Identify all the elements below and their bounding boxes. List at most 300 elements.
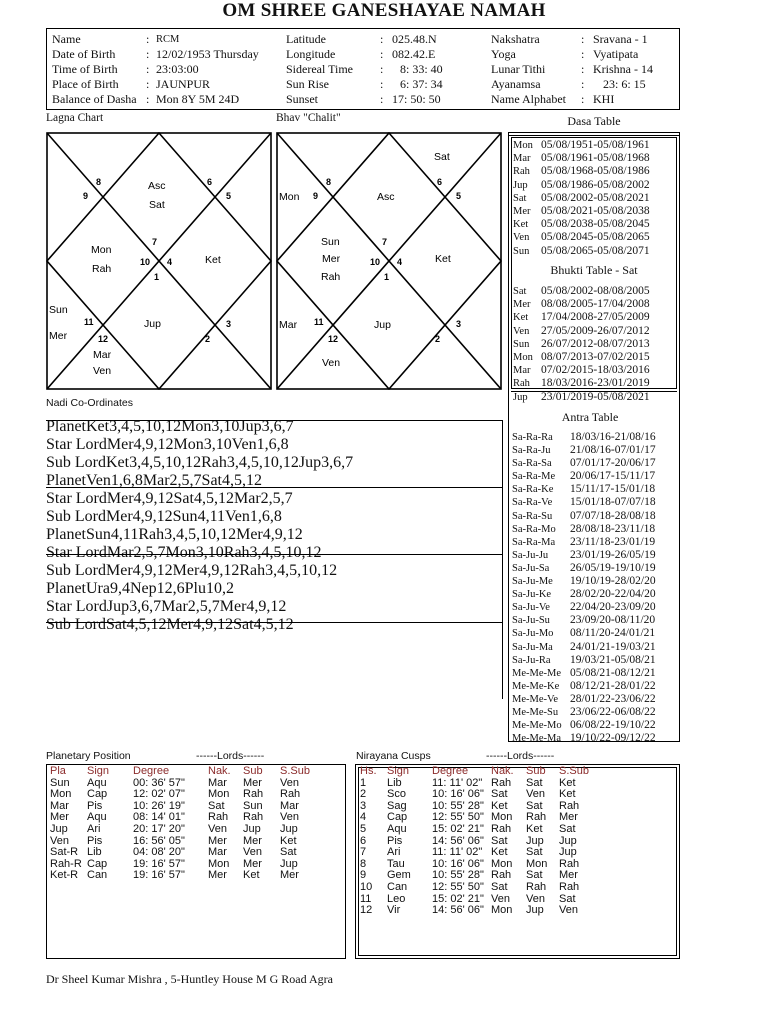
- nadi-cell: 3,6,7: [129, 598, 162, 615]
- nadi-cell: 4,9,12: [193, 616, 234, 633]
- cusps-cell: 15: 02' 21": [432, 892, 484, 905]
- antra-period: 18/03/16-21/08/16: [570, 431, 656, 443]
- cusps-cell: Tau: [387, 857, 405, 870]
- house-num: 4: [397, 257, 403, 267]
- bhukti-lord: Mer: [513, 299, 531, 311]
- value: Vyatipata: [593, 47, 639, 61]
- value: 025.48.N: [392, 32, 437, 46]
- planetary-cell: Jup: [50, 822, 68, 835]
- nadi-cell: Sub Lord: [46, 562, 106, 579]
- planet-label: Mar: [279, 319, 298, 331]
- cusps-cell: Jup: [526, 904, 544, 917]
- planetary-cell: Ket-R: [50, 869, 79, 882]
- planetary-cell: Mer: [243, 857, 262, 870]
- cusps-cell: Rah: [526, 811, 547, 824]
- cusps-title: Nirayana Cusps: [356, 750, 431, 762]
- house-num: 12: [328, 334, 339, 344]
- planet-label: Mer: [322, 253, 341, 265]
- antra-row: [512, 719, 656, 732]
- nadi-cell: 3,10: [203, 436, 232, 453]
- cusps-cell: 12: 55' 50": [432, 811, 484, 824]
- cusps-cell: Sat: [526, 869, 543, 882]
- planet-label: Jup: [374, 319, 391, 331]
- nadi-cell: Sub Lord: [46, 616, 106, 633]
- cusps-cell: 3: [360, 799, 367, 812]
- bhukti-lord: Jup: [513, 391, 528, 403]
- cusps-lords-title: ------Lords------: [486, 750, 555, 762]
- house-num: 3: [456, 319, 462, 329]
- cusps-cell: Sat: [526, 776, 543, 789]
- dasa-period: 05/08/1961-05/08/1968: [541, 152, 650, 165]
- antra-lord: Sa-Ju-Ve: [512, 602, 550, 614]
- antra-row: [512, 654, 656, 667]
- cusps-row: [357, 847, 599, 859]
- cusps-cell: Mon: [526, 857, 548, 870]
- dasa-period: 05/08/2065-05/08/2071: [541, 244, 650, 257]
- bhukti-row: [513, 391, 650, 404]
- house-num: 11: [314, 317, 324, 327]
- dasa-lord: Jup: [513, 179, 528, 191]
- antra-period: 28/01/22-23/06/22: [570, 692, 656, 705]
- value: Sravana - 1: [593, 32, 648, 46]
- dasa-lord: Ket: [513, 219, 529, 231]
- antra-period: 23/06/22-06/08/22: [570, 705, 656, 718]
- planetary-cell: Cap: [87, 788, 108, 801]
- nadi-cell: Ket: [106, 454, 130, 471]
- nadi-cell: Star Lord: [46, 490, 107, 507]
- planet-label: Mon: [91, 244, 112, 256]
- cusps-cell: Sat: [491, 788, 508, 801]
- bhukti-row: [513, 364, 650, 377]
- antra-lord: Sa-Ju-Ke: [512, 589, 552, 601]
- cusps-cell: 10: 16' 06": [432, 788, 484, 801]
- house-num: 2: [435, 334, 441, 344]
- planetary-row: [47, 824, 320, 836]
- label: Ayanamsa: [491, 77, 541, 91]
- planetary-cell: Mer: [208, 869, 227, 882]
- antra-row: [512, 457, 656, 470]
- antra-row: [512, 523, 656, 536]
- house-num: 6: [437, 177, 443, 187]
- cusps-cell: 11: 11' 02": [432, 846, 483, 859]
- nadi-cell: 3,6,7: [321, 454, 354, 471]
- nadi-cell: Mon: [173, 436, 204, 453]
- cusps-cell: Mon: [491, 811, 513, 824]
- planetary-cell: Ven: [243, 846, 262, 859]
- planetary-cell: Jup: [280, 822, 298, 835]
- nadi-cell: Sat: [233, 616, 254, 633]
- planetary-cell: Mar: [50, 799, 69, 812]
- dasa-lord: Mar: [513, 153, 531, 165]
- nadi-cell: Plu: [184, 580, 206, 597]
- dasa-period: 05/08/2045-05/08/2065: [541, 231, 650, 244]
- planet-label: Ven: [322, 357, 341, 369]
- antra-lord: Me-Me-Ve: [512, 693, 559, 705]
- planet-label: Ket: [205, 254, 221, 266]
- planetary-cell: Mer: [50, 811, 69, 824]
- nadi-row: [46, 418, 502, 436]
- dasa-row: [513, 231, 650, 244]
- bhukti-period: 08/08/2005-17/04/2008: [541, 298, 650, 311]
- bhukti-lord: Rah: [513, 378, 530, 390]
- nadi-cell: 4,5,12: [126, 616, 167, 633]
- house-num: 10: [140, 257, 151, 267]
- cusps-cell: Rah: [526, 880, 547, 893]
- bhukti-period: 18/03/2016-23/01/2019: [541, 377, 650, 390]
- antra-lord: Sa-Ra-Ke: [512, 484, 554, 496]
- nadi-cell: Mer: [166, 616, 194, 633]
- nadi-row: [46, 436, 502, 454]
- planet-label: Mar: [93, 349, 112, 361]
- cusps-cell: Sat: [526, 799, 543, 812]
- value: 12/02/1953 Thursday: [156, 47, 259, 61]
- cusps-cell: Sag: [387, 799, 407, 812]
- lagna-chart-title: Lagna Chart: [46, 112, 104, 124]
- dasa-row: [513, 218, 650, 231]
- planetary-header-cell: Degree: [133, 765, 170, 777]
- planetary-cell: Aqu: [87, 776, 107, 789]
- planetary-header-cell: S.Sub: [280, 765, 310, 777]
- nadi-row: [46, 598, 502, 616]
- nadi-cell: 1,6,8: [249, 508, 282, 525]
- cusps-cell: Cap: [387, 811, 408, 824]
- antra-row: [512, 601, 656, 614]
- bhukti-lord: Sat: [513, 286, 527, 297]
- nadi-cell: Rah: [201, 454, 227, 471]
- antra-row: [512, 536, 656, 549]
- antra-row: [512, 444, 656, 457]
- planetary-cell: 08: 14' 01": [133, 811, 185, 824]
- antra-lord: Sa-Ju-Ra: [512, 654, 551, 666]
- antra-row: [512, 667, 656, 680]
- value: Krishna - 14: [593, 62, 653, 76]
- house-num: 11: [84, 317, 94, 327]
- cusps-cell: 8: [360, 857, 367, 870]
- nadi-cell: 1,6,8: [110, 472, 143, 489]
- bhukti-row: [513, 338, 650, 351]
- planet-label: Ven: [93, 365, 112, 377]
- label: Time of Birth: [52, 62, 118, 76]
- antra-lord: Sa-Ra-Me: [512, 471, 556, 483]
- cusps-cell: Mon: [491, 904, 513, 917]
- antra-period: 15/11/17-15/01/18: [570, 483, 656, 496]
- antra-row: [512, 562, 656, 575]
- cusps-cell: 4: [360, 811, 367, 824]
- nadi-row: [46, 490, 502, 508]
- house-num: 4: [167, 257, 173, 267]
- bhukti-row: [513, 325, 650, 338]
- cusps-cell: Rah: [559, 799, 580, 812]
- dasa-period: 05/08/1951-05/08/1961: [541, 139, 650, 151]
- nadi-cell: Ven: [231, 436, 257, 453]
- planetary-cell: 04: 08' 20": [133, 846, 185, 859]
- cusps-cell: 15: 02' 21": [432, 822, 484, 835]
- planetary-cell: Mar: [208, 776, 227, 789]
- antra-period: 26/05/19-19/10/19: [570, 561, 656, 574]
- planetary-cell: Ven: [208, 822, 227, 835]
- nadi-cell: 3,4,5,10,12: [164, 526, 237, 543]
- dasa-period: 05/08/2002-05/08/2021: [541, 191, 650, 204]
- nadi-cell: Star Lord: [46, 544, 107, 561]
- antra-period: 28/02/20-22/04/20: [570, 588, 656, 601]
- antra-period: 19/03/21-05/08/21: [570, 653, 656, 666]
- dasa-row: [513, 205, 650, 218]
- nadi-cell: 4,9,12: [133, 490, 174, 507]
- planetary-cell: Sat-R: [50, 846, 79, 859]
- label: Sun Rise: [286, 77, 330, 91]
- cusps-cell: 10: 55' 28": [432, 799, 484, 812]
- cusps-cell: 10: 16' 06": [432, 857, 484, 870]
- cusps-cell: 1: [360, 776, 367, 789]
- nadi-cell: 3,4,5,10,12: [109, 418, 182, 435]
- nadi-cell: Mar: [106, 544, 134, 561]
- footer-credit: Dr Sheel Kumar Mishra , 5-Huntley House M G Road Agra: [46, 972, 333, 986]
- dasa-row: [513, 192, 650, 205]
- nadi-cell: Planet: [46, 418, 86, 435]
- antra-lord: Me-Me-Mo: [512, 720, 562, 732]
- antra-period: 20/06/17-15/11/17: [570, 470, 656, 483]
- antra-lord: Sa-Ra-Ma: [512, 536, 556, 548]
- planetary-cell: 16: 56' 05": [133, 834, 185, 847]
- cusps-cell: Pis: [387, 834, 403, 847]
- dasa-lord: Rah: [513, 166, 530, 178]
- cusps-cell: Rah: [491, 822, 512, 835]
- house-num: 12: [98, 334, 109, 344]
- planetary-cell: Pis: [87, 799, 103, 812]
- cusps-row: [357, 905, 599, 917]
- planetary-cell: Mer: [280, 869, 299, 882]
- cusps-cell: Vir: [387, 904, 401, 917]
- nadi-cell: Star Lord: [46, 598, 107, 615]
- page-title: OM SHREE GANESHAYAE NAMAH: [222, 0, 546, 21]
- planetary-cell: 12: 02' 07": [133, 788, 185, 801]
- planetary-cell: Rah: [243, 788, 264, 801]
- house-num: 10: [370, 257, 381, 267]
- nadi-row: [46, 454, 502, 472]
- antra-lord: Me-Me-Ke: [512, 680, 560, 692]
- cusps-cell: Mon: [491, 857, 513, 870]
- antra-period: 28/08/18-23/11/18: [570, 522, 656, 535]
- cusps-cell: 7: [360, 846, 367, 859]
- house-num: 9: [83, 191, 89, 201]
- planetary-lords-title: ------Lords------: [196, 750, 265, 762]
- nadi-row: [46, 544, 502, 562]
- bhukti-row: [513, 311, 650, 324]
- antra-row: [512, 575, 656, 588]
- nadi-cell: 1,6,8: [256, 436, 289, 453]
- cusps-header-cell: Nak.: [491, 765, 514, 777]
- nadi-cell: Ven: [224, 508, 250, 525]
- antra-row: [512, 470, 656, 483]
- nadi-cell: 2,5,7: [260, 490, 293, 507]
- nadi-row: [46, 580, 502, 598]
- dasa-row: [513, 245, 650, 258]
- planetary-cell: Aqu: [87, 811, 107, 824]
- planetary-cell: Rah: [280, 788, 301, 801]
- dasa-period: 05/08/1986-05/08/2002: [541, 178, 650, 191]
- label: Sunset: [286, 92, 319, 106]
- cusps-cell: Sat: [491, 834, 508, 847]
- cusps-table: [355, 764, 680, 959]
- house-num: 9: [313, 191, 319, 201]
- nadi-cell: Mer: [106, 562, 133, 579]
- value: 6: 37: 34: [400, 77, 443, 91]
- nadi-cell: 3,10: [195, 544, 224, 561]
- planetary-cell: 20: 17' 20": [133, 822, 185, 835]
- nadi-cell: 4,9,12: [262, 526, 303, 543]
- bhukti-lord: Ven: [513, 325, 530, 337]
- nadi-cell: Sat: [201, 472, 222, 489]
- nadi-cell: 4,9,12: [246, 598, 287, 615]
- planetary-header-cell: Sub: [243, 765, 263, 777]
- cusps-header-cell: Sign: [387, 765, 410, 777]
- dasa-lord: Mon: [513, 140, 533, 151]
- antra-lord: Sa-Ra-Ve: [512, 497, 553, 509]
- cusps-cell: 11: [360, 892, 372, 905]
- nadi-cell: Mon: [165, 544, 196, 561]
- bhukti-lord: Mar: [513, 365, 531, 377]
- nadi-cell: 4,11: [197, 508, 225, 525]
- nadi-cell: 2,5,7: [187, 598, 220, 615]
- house-num: 8: [326, 177, 332, 187]
- planetary-cell: Sat: [208, 799, 225, 812]
- antra-row: [512, 496, 656, 509]
- dasa-period: 05/08/2038-05/08/2045: [541, 218, 650, 231]
- nadi-cell: 4,5,12: [222, 472, 262, 489]
- lagna-chart: [46, 132, 272, 390]
- bhukti-title: Bhukti Table - Sat: [550, 263, 638, 277]
- cusps-cell: Mer: [559, 869, 578, 882]
- cusps-cell: Aqu: [387, 822, 407, 835]
- cusps-cell: Rah: [491, 776, 512, 789]
- nadi-cell: Sub Lord: [46, 508, 106, 525]
- antra-period: 23/01/19-26/05/19: [570, 548, 656, 561]
- bhukti-lord: Ket: [513, 312, 529, 324]
- label: Nakshatra: [491, 32, 540, 46]
- nadi-cell: Planet: [46, 526, 86, 543]
- planetary-table: [46, 764, 346, 959]
- antra-row: [512, 641, 656, 654]
- nadi-cell: 3,6,7: [261, 418, 294, 435]
- cusps-cell: Ven: [526, 892, 545, 905]
- nadi-cell: Mer: [106, 490, 134, 507]
- cusps-cell: Ari: [387, 846, 401, 859]
- cusps-cell: 2: [360, 788, 367, 801]
- planetary-cell: Mer: [208, 834, 227, 847]
- nadi-cell: Mar: [233, 490, 261, 507]
- dasa-row: [513, 165, 650, 178]
- cusps-cell: 10: [360, 880, 373, 893]
- house-num: 8: [96, 177, 102, 187]
- birth-details-box: [46, 28, 680, 110]
- antra-lord: Sa-Ra-Mo: [512, 523, 556, 535]
- cusps-cell: Rah: [491, 869, 512, 882]
- nadi-cell: 4,9,12: [132, 508, 173, 525]
- nadi-title: Nadi Co-Ordinates: [46, 397, 133, 409]
- planetary-cell: Lib: [87, 846, 102, 859]
- bhukti-period: 26/07/2012-08/07/2013: [541, 337, 650, 350]
- antra-lord: Sa-Ju-Ma: [512, 641, 553, 653]
- label: Yoga: [491, 47, 516, 61]
- antra-row: [512, 431, 656, 444]
- planetary-cell: 10: 26' 19": [133, 799, 185, 812]
- value: JAUNPUR: [156, 77, 211, 91]
- antra-lord: Me-Me-Me: [512, 667, 561, 679]
- planet-label: Ket: [435, 253, 451, 265]
- nadi-cell: Ura: [86, 580, 110, 597]
- bhukti-row: [513, 298, 650, 311]
- nadi-cell: 9,4: [109, 580, 130, 597]
- nadi-cell: 3,4,5,10,12: [129, 454, 202, 471]
- dasa-lord: Sun: [513, 245, 530, 257]
- bhukti-row: [513, 377, 650, 390]
- planetary-cell: Mon: [208, 788, 230, 801]
- planetary-cell: Mer: [243, 776, 262, 789]
- nadi-row: [46, 526, 502, 544]
- house-num: 1: [154, 272, 160, 282]
- house-num: 7: [152, 237, 158, 247]
- value: 082.42.E: [392, 47, 436, 61]
- dasa-period: 05/08/1968-05/08/1986: [541, 165, 650, 178]
- bhukti-period: 07/02/2015-18/03/2016: [541, 364, 650, 377]
- label: Lunar Tithi: [491, 62, 546, 76]
- nadi-cell: 2,5,7: [133, 544, 166, 561]
- cusps-row: [357, 824, 599, 836]
- cusps-cell: Ket: [559, 776, 576, 789]
- bhukti-period: 27/05/2009-26/07/2012: [541, 324, 650, 337]
- bhukti-row: [513, 285, 650, 298]
- planetary-cell: Mar: [208, 846, 227, 859]
- cusps-cell: Ket: [491, 846, 508, 859]
- antra-lord: Me-Me-Ma: [512, 733, 561, 745]
- dasa-row: [513, 139, 650, 152]
- nadi-cell: Mon: [181, 418, 212, 435]
- cusps-cell: Ket: [526, 822, 543, 835]
- bhukti-period: 05/08/2002-08/08/2005: [541, 285, 650, 297]
- planetary-cell: Rah-R: [50, 857, 82, 870]
- house-num: 6: [207, 177, 213, 187]
- antra-row: [512, 588, 656, 601]
- planetary-cell: 00: 36' 57": [133, 776, 185, 789]
- nadi-cell: Mer: [106, 508, 133, 525]
- cusps-cell: Sat: [559, 892, 576, 905]
- dasa-period: 05/08/2021-05/08/2038: [541, 205, 650, 218]
- cusps-cell: Ven: [526, 788, 545, 801]
- nadi-cell: Jup: [298, 454, 322, 471]
- planet-label: Mon: [279, 191, 300, 203]
- cusps-cell: Gem: [387, 869, 411, 882]
- antra-period: 24/01/21-19/03/21: [570, 640, 656, 653]
- antra-lord: Sa-Ra-Ra: [512, 432, 553, 443]
- value: RCM: [156, 34, 180, 45]
- cusps-cell: Sat: [559, 822, 576, 835]
- nadi-cell: Ket: [86, 418, 110, 435]
- cusps-cell: Sco: [387, 788, 406, 801]
- antra-row: [512, 614, 656, 627]
- antra-period: 19/10/19-28/02/20: [570, 575, 656, 588]
- planetary-header-cell: Pla: [50, 765, 66, 777]
- nadi-cell: Sub Lord: [46, 454, 106, 471]
- cusps-header-row: [357, 766, 599, 778]
- nadi-table: [46, 420, 503, 699]
- nadi-cell: Ven: [86, 472, 111, 489]
- label: Sidereal Time: [286, 62, 354, 76]
- dasa-lord: Sat: [513, 192, 527, 204]
- birth-details-col1: Name : RCM Date of Birth : 12/02/1953 Thursday Time of Birth : 23:03:00 Place of Birth : JAUNPUR Balance of Dasha : Mon 8Y 5M 24D: [52, 32, 259, 106]
- planetary-cell: Ari: [87, 822, 101, 835]
- planet-label: Mer: [49, 330, 68, 342]
- antra-title: Antra Table: [561, 410, 619, 424]
